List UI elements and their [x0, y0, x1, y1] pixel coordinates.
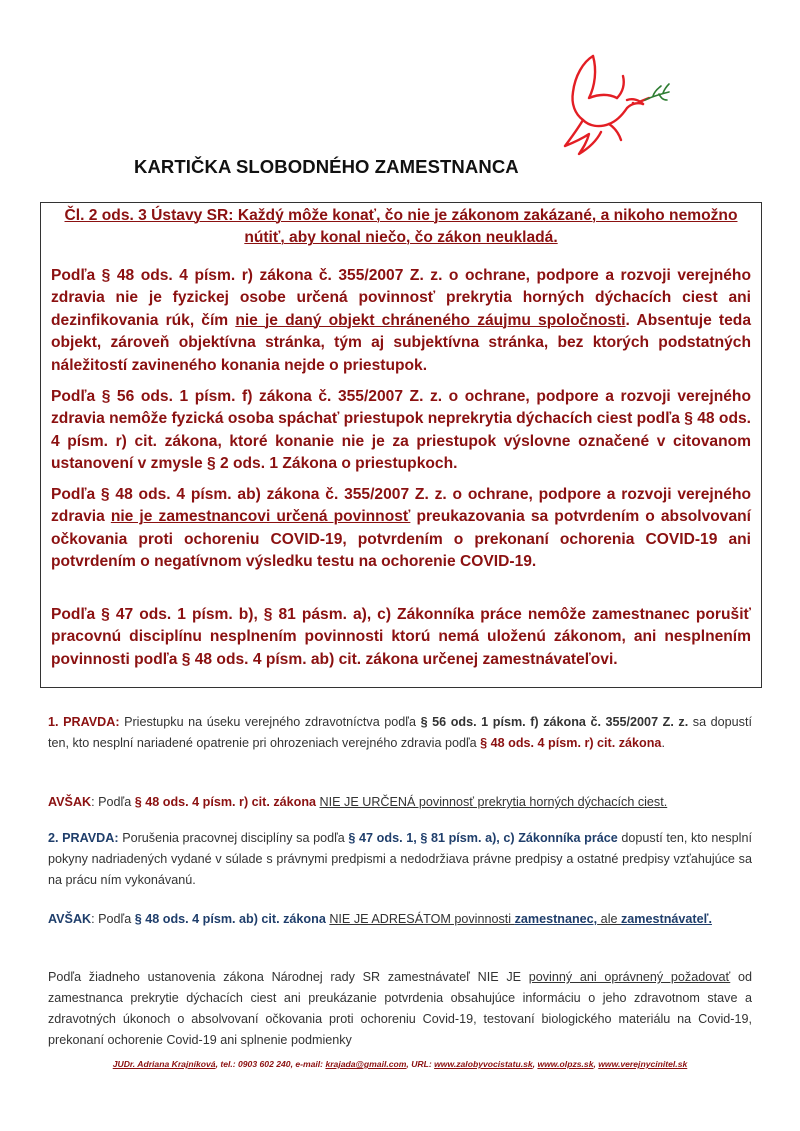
text-part: Podľa § 48 ods. 4 písm. ab) zákona č. 355/2007 Z. z. o ochrane, podpore a rozvoji verejného zdravia: [51, 486, 751, 526]
page-title: KARTIČKA SLOBODNÉHO ZAMESTNANCA: [134, 156, 519, 177]
law-reference: § 48 ods. 4 písm. r) cit. zákona: [134, 795, 317, 809]
law-reference: § 48 ods. 4 písm. ab) cit. zákona: [134, 912, 326, 926]
text-part: ,: [593, 1059, 599, 1069]
paragraph-48-r: [51, 265, 751, 377]
underlined-text: zamestnávateľ.: [621, 912, 712, 926]
text-part: . Absentuje teda objekt, zároveň objektívna stránka, tým aj subjektívna stránka, bez ktorých podstatných náležitostí zavineného konania nejde o priestupok.: [51, 311, 751, 374]
text-part: ,: [532, 1059, 538, 1069]
text-part: dopustí ten, kto nesplní pokyny nadriadených vydané v súlade s právnymi predpismi a nedodržiava právne predpisy a ostatné predpisy vzťahujúce sa na prácu ním vykonávanú.: [48, 831, 752, 887]
email-link[interactable]: krajada@gmail.com: [325, 1059, 407, 1069]
text-part: , tel.: 0903 602 240, e-mail:: [215, 1059, 326, 1069]
text-part: Podľa žiadneho ustanovenia zákona Národnej rady SR zamestnávateľ NIE JE: [48, 970, 529, 984]
text-part: sa dopustí ten, kto nesplní nariadené opatrenie pri ohrozeniach verejného zdravia podľa: [48, 715, 752, 750]
underlined-text: ale: [597, 912, 621, 926]
underlined-text: NIE JE URČENÁ povinnosť prekrytia horných dýchacích ciest.: [319, 795, 668, 809]
however-label: AVŠAK: [48, 912, 92, 926]
text-part: od zamestnanca prekrytie dýchacích ciest ani preukázanie potvrdenia obsahujúce informáciu o jeho zdravotnom stave a zdravotných úkonoch o absolvovaní očkovania proti ochoreniu Covid-19, testovaní biologického materiálu na Covid-19, prekonaní ochorenie Covid-19 ani splnenie podmienky: [48, 970, 752, 1047]
underlined-text: zamestnanec,: [514, 912, 598, 926]
footer-contact: [0, 1059, 800, 1069]
underlined-text: povinný ani oprávnený požadovať: [528, 970, 731, 984]
underlined-text: NIE JE ADRESÁTOM povinnosti: [329, 912, 515, 926]
however-1-paragraph: [48, 792, 752, 813]
url-link[interactable]: www.verejnycinitel.sk: [598, 1059, 688, 1069]
law-reference: § 56 ods. 1 písm. f) zákona č. 355/2007 Z. z.: [420, 715, 689, 729]
author-name: JUDr. Adriana Krajníková: [112, 1059, 216, 1069]
paragraph-labour-code: Podľa § 47 ods. 1 písm. b), § 81 pásm. a), c) Zákonníka práce nemôže zamestnanec porušiť pracovnú disciplínu nesplnením povinnosti ktorú nemá uloženú zákonom, ani nesplnením povinnosti podľa § 48 ods. 4 písm. ab) cit. zákona určenej zamestnávateľovi.: [51, 606, 751, 668]
however-label: AVŠAK: [48, 795, 92, 809]
however-2-paragraph: [48, 909, 752, 930]
text-part: , URL:: [406, 1059, 435, 1069]
truth-2-paragraph: [48, 828, 752, 891]
underlined-text: nie je zamestnancovi určená povinnosť: [110, 508, 411, 526]
truth-label: 2. PRAVDA:: [48, 831, 119, 845]
legal-box: [40, 202, 762, 688]
text-part: Priestupku na úseku verejného zdravotníctva podľa: [119, 715, 421, 729]
dove-with-olive-branch-logo: [553, 42, 673, 162]
law-reference: § 47 ods. 1, § 81 písm. a), c) Zákonníka práce: [348, 831, 618, 845]
truth-label: 1. PRAVDA:: [48, 715, 120, 729]
text-part: Podľa § 48 ods. 4 písm. r) zákona č. 355/2007 Z. z. o ochrane, podpore a rozvoji verejného zdravia nie je fyzickej osobe určená povinnosť prekrytia horných dýchacích ciest ani dezinfikovania rúk, čím: [51, 267, 751, 329]
text-part: Porušenia pracovnej disciplíny sa podľa: [118, 831, 349, 845]
constitution-paragraph: Čl. 2 ods. 3 Ústavy SR: Každý môže konať, čo nie je zákonom zakázané, a nikoho nemožno nútiť, aby konal niečo, čo zákon neukladá.: [64, 207, 738, 247]
paragraph-48-ab: [51, 484, 751, 574]
text-part: : Podľa: [91, 795, 135, 809]
truth-1-paragraph: [48, 712, 752, 754]
closing-paragraph: [48, 967, 752, 1051]
text-part: : Podľa: [91, 912, 135, 926]
url-link[interactable]: www.zalobyvocistatu.sk: [434, 1059, 533, 1069]
text-part: preukazovania sa potvrdením o absolvovaní očkovania proti ochoreniu COVID-19, potvrdením o prekonaní ochorenia COVID-19 ani potvrdením o negatívnom výsledku testu na ochorenie COVID-19.: [51, 508, 752, 571]
url-link[interactable]: www.olpzs.sk: [537, 1059, 594, 1069]
underlined-text: nie je daný objekt chráneného záujmu spoločnosti: [235, 311, 626, 329]
text-part: .: [661, 736, 665, 750]
paragraph-56-f: Podľa § 56 ods. 1 písm. f) zákona č. 355/2007 Z. z. o ochrane, podpore a rozvoji verejného zdravia nemôže fyzická osoba spáchať priestupok neprekrytia dýchacích ciest podľa § 48 ods. 4 písm. r) cit. zákona, ktoré konanie nie je za priestupok výslovne označené v citovanom ustanovení v zmysle § 2 ods. 1 Zákona o priestupkoch.: [51, 388, 751, 473]
law-reference: § 48 ods. 4 písm. r) cit. zákona: [480, 736, 662, 750]
